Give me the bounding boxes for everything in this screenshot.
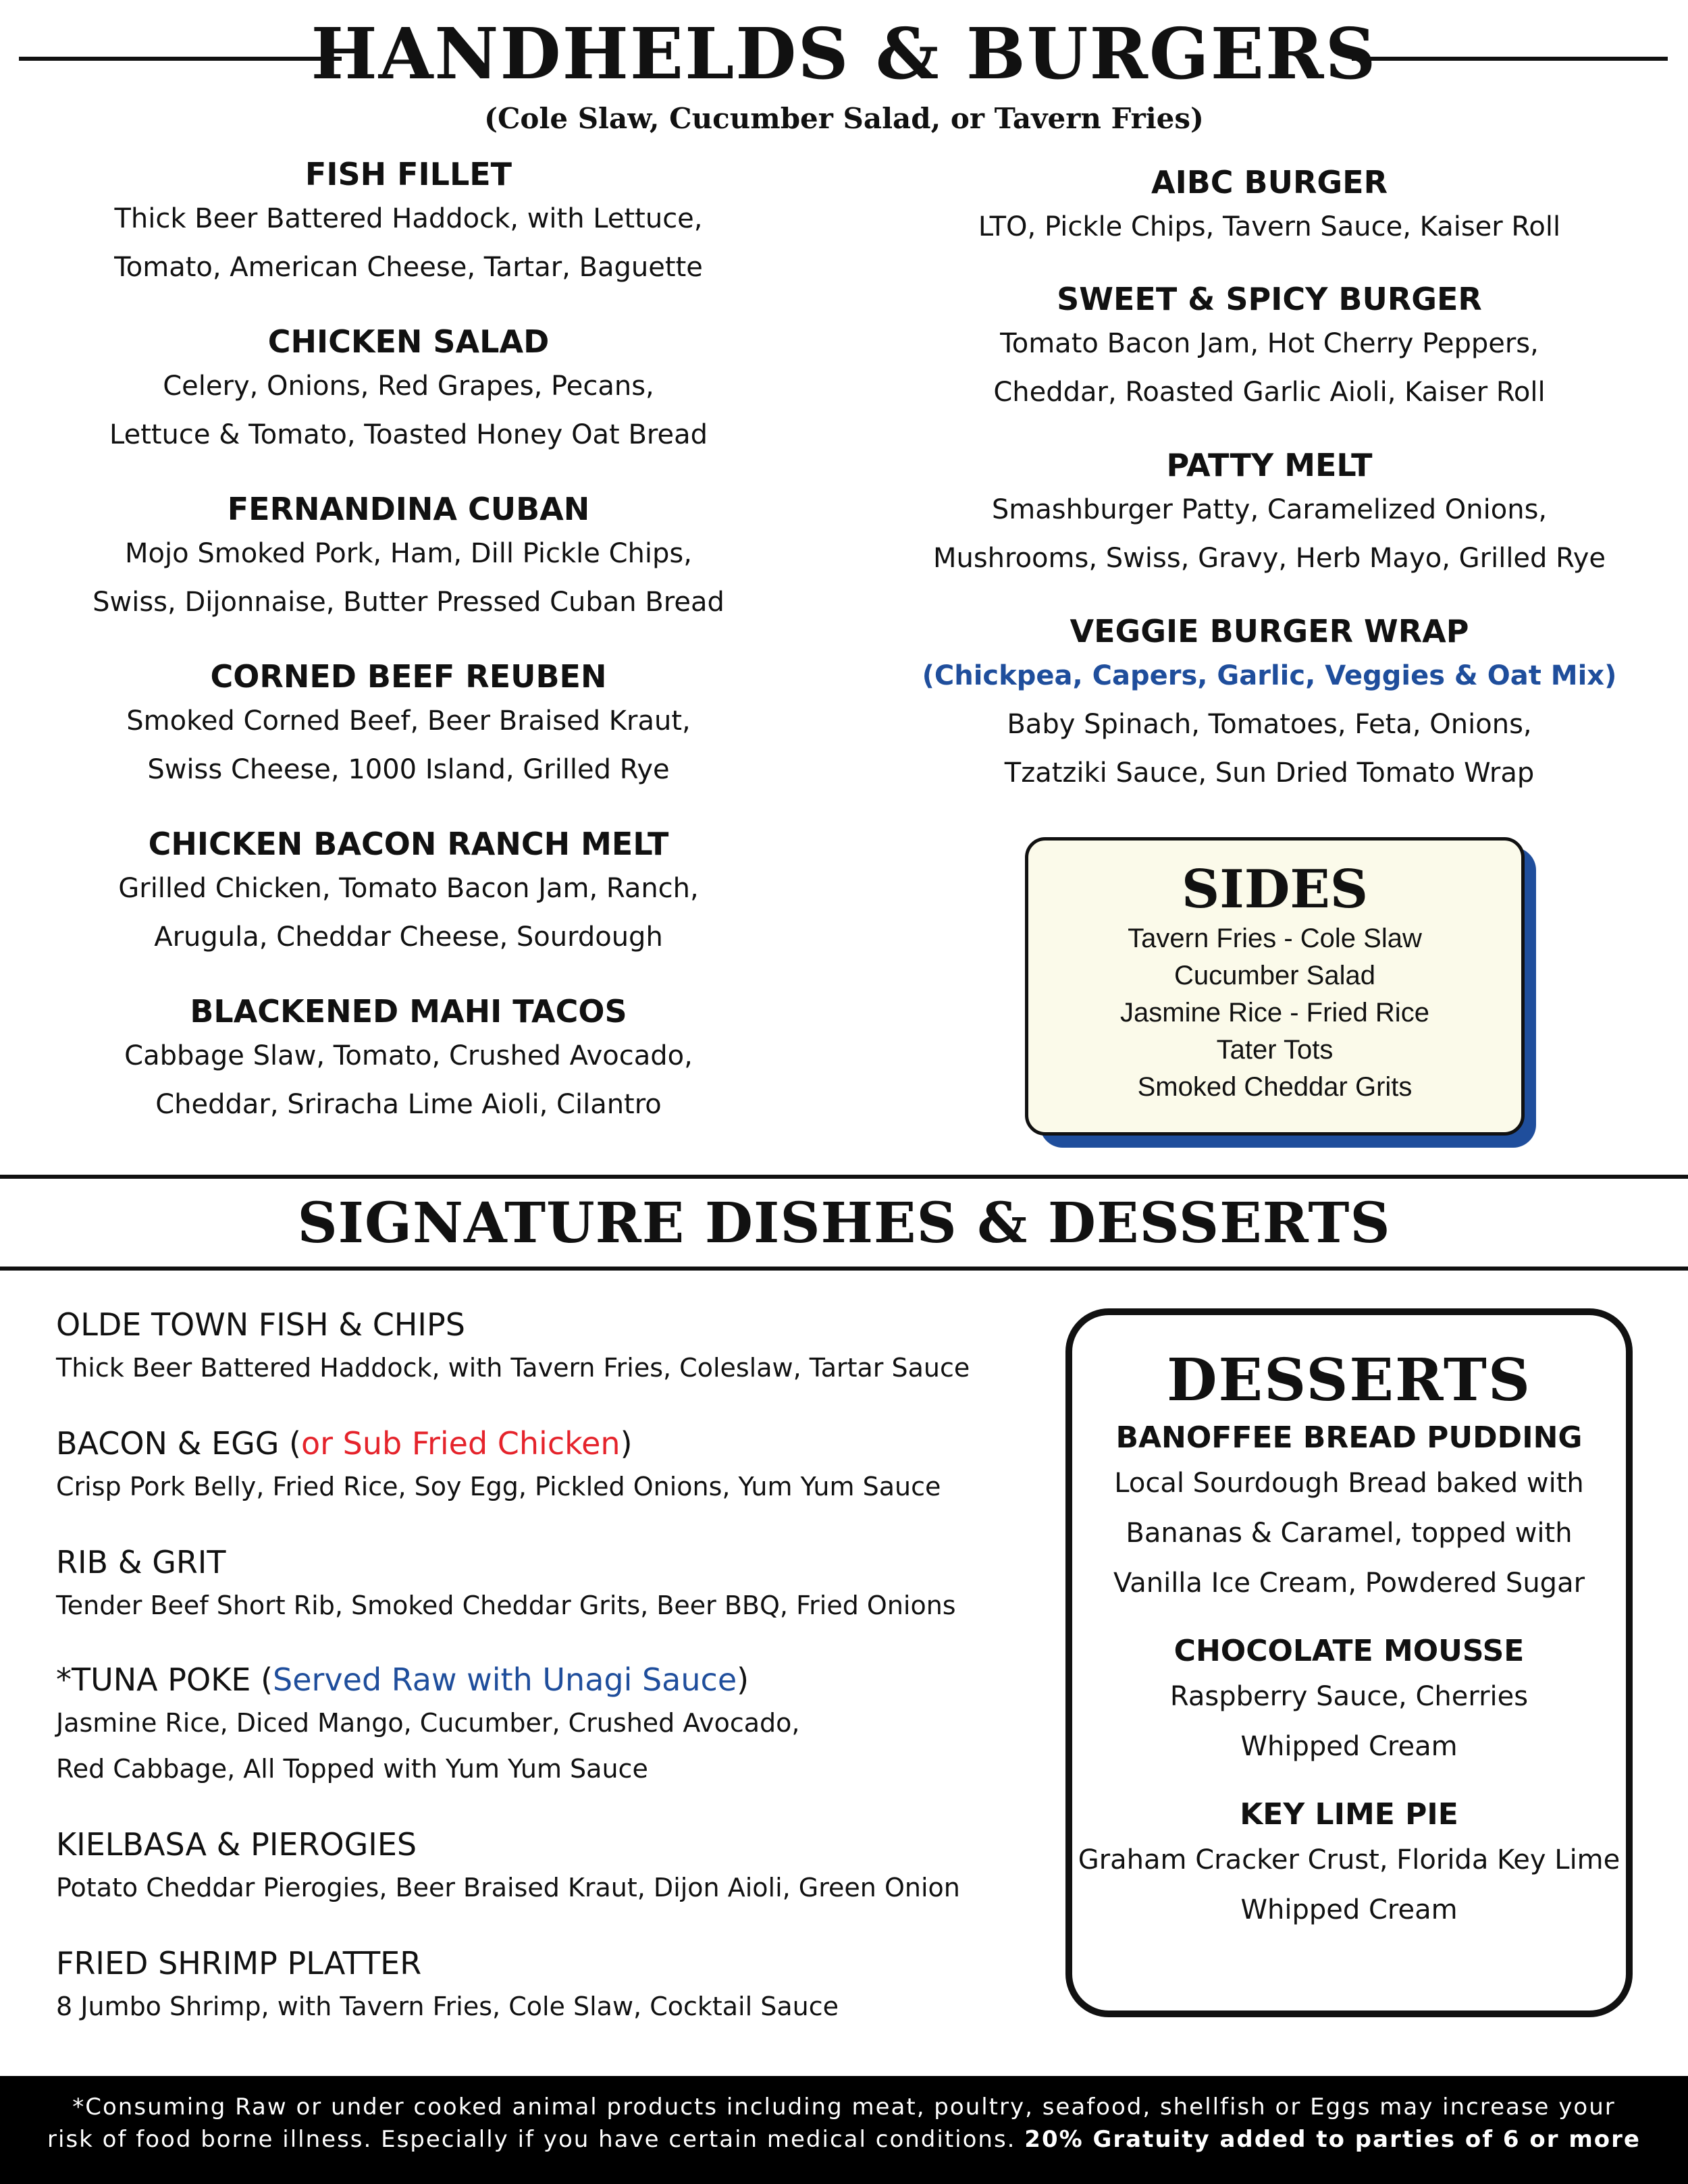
item-desc: Red Cabbage, All Topped with Yum Yum Sauce	[56, 1754, 648, 1784]
handhelds-subtitle: (Cole Slaw, Cucumber Salad, or Tavern Fries)	[484, 102, 1204, 135]
veggie-note-close: )	[1604, 660, 1617, 691]
item-desc: Whipped Cream	[1240, 1731, 1458, 1762]
item-desc: Cabbage Slaw, Tomato, Crushed Avocado,	[124, 1040, 693, 1071]
item-desc: Lettuce & Tomato, Toasted Honey Oat Bread	[109, 419, 708, 450]
sides-box	[1025, 837, 1525, 1136]
veggie-note	[898, 651, 1641, 700]
desserts-title: DESSERTS	[1166, 1346, 1532, 1414]
item-name: CHICKEN SALAD	[267, 323, 550, 360]
menu-item	[54, 824, 763, 991]
item-name: OLDE TOWN FISH & CHIPS	[56, 1306, 465, 1343]
item-name: VEGGIE BURGER WRAP	[1070, 613, 1469, 649]
item-desc: Whipped Cream	[1240, 1894, 1458, 1925]
item-name-text: BACON & EGG (	[56, 1425, 301, 1462]
item-desc: Smashburger Patty, Caramelized Onions,	[991, 494, 1548, 525]
dessert-item	[1072, 1631, 1626, 1772]
item-name: CHOCOLATE MOUSSE	[1173, 1634, 1525, 1668]
item-desc: Potato Cheddar Pierogies, Beer Braised Kraut, Dijon Aioli, Green Onion	[56, 1873, 960, 1902]
item-name: FERNANDINA CUBAN	[227, 491, 590, 527]
item-name: BLACKENED MAHI TACOS	[190, 993, 627, 1030]
footer-line-2	[0, 2123, 1688, 2156]
item-name-close: )	[620, 1425, 633, 1462]
handhelds-left-column	[54, 154, 763, 1158]
footer-disclaimer	[0, 2076, 1688, 2184]
sides-line: Tavern Fries - Cole Slaw	[1128, 924, 1422, 953]
menu-item	[898, 279, 1641, 445]
item-desc: Crisp Pork Belly, Fried Rice, Soy Egg, Pickled Onions, Yum Yum Sauce	[56, 1472, 941, 1501]
item-name	[56, 1423, 941, 1464]
item-desc: Arugula, Cheddar Cheese, Sourdough	[154, 922, 663, 953]
signature-rule-bottom	[0, 1267, 1688, 1271]
item-desc: Smoked Corned Beef, Beer Braised Kraut,	[126, 705, 691, 737]
item-name-close: )	[737, 1661, 749, 1698]
item-name	[56, 1659, 800, 1700]
item-name: KIELBASA & PIEROGIES	[56, 1826, 417, 1863]
item-name: BANOFFEE BREAD PUDDING	[1115, 1420, 1583, 1455]
item-name: PATTY MELT	[1166, 447, 1373, 483]
item-desc: Tzatziki Sauce, Sun Dried Tomato Wrap	[1004, 757, 1535, 789]
item-desc: Swiss, Dijonnaise, Butter Pressed Cuban Bread	[93, 587, 724, 618]
item-name: RIB & GRIT	[56, 1544, 226, 1580]
item-name: FRIED SHRIMP PLATTER	[56, 1945, 422, 1981]
item-note: Served Raw with Unagi Sauce	[273, 1661, 737, 1698]
menu-item	[898, 445, 1641, 611]
menu-item	[54, 991, 763, 1158]
sides-title: SIDES	[1181, 859, 1369, 920]
menu-item	[54, 321, 763, 489]
item-name: CHICKEN BACON RANCH MELT	[148, 826, 669, 862]
signature-title: SIGNATURE DISHES & DESSERTS	[297, 1191, 1391, 1256]
sides-line: Smoked Cheddar Grits	[1137, 1072, 1413, 1102]
desserts-box	[1065, 1308, 1633, 2017]
item-name-text: *TUNA POKE (	[56, 1661, 273, 1698]
item-desc: Raspberry Sauce, Cherries	[1169, 1681, 1529, 1712]
footer-gratuity: 20% Gratuity added to parties of 6 or more	[1024, 2126, 1641, 2153]
veggie-note-text: Chickpea, Capers, Garlic, Veggies & Oat Mix	[934, 660, 1605, 691]
item-desc: Tomato Bacon Jam, Hot Cherry Peppers,	[1000, 328, 1539, 359]
footer-line-1: *Consuming Raw or under cooked animal products including meat, poultry, seafood, shellfish or Eggs may increase your	[72, 2094, 1616, 2121]
sides-line: Tater Tots	[1216, 1035, 1334, 1065]
item-desc: Tender Beef Short Rib, Smoked Cheddar Grits, Beer BBQ, Fried Onions	[56, 1591, 956, 1620]
veggie-note-open: (	[922, 660, 934, 691]
item-name: SWEET & SPICY BURGER	[1057, 281, 1482, 317]
menu-item	[54, 656, 763, 824]
signature-item	[56, 1542, 956, 1628]
signature-item	[56, 1824, 960, 1911]
signature-item	[56, 1304, 970, 1391]
footer-line-2-text: risk of food borne illness. Especially if you have certain medical conditions.	[47, 2126, 1016, 2153]
item-desc: Celery, Onions, Red Grapes, Pecans,	[163, 371, 654, 402]
item-name: FISH FILLET	[305, 156, 512, 192]
item-desc: Thick Beer Battered Haddock, with Lettuce,	[114, 203, 703, 234]
signature-item	[56, 1423, 941, 1510]
item-desc: Bananas & Caramel, topped with	[1126, 1518, 1573, 1549]
item-desc: Cheddar, Roasted Garlic Aioli, Kaiser Roll	[993, 377, 1546, 408]
item-desc: Tomato, American Cheese, Tartar, Baguette	[114, 252, 703, 283]
sides-line: Cucumber Salad	[1174, 961, 1375, 990]
item-desc: Baby Spinach, Tomatoes, Feta, Onions,	[1007, 709, 1532, 740]
item-desc: Mojo Smoked Pork, Ham, Dill Pickle Chips,	[125, 538, 692, 569]
menu-item	[54, 489, 763, 656]
item-name: AIBC BURGER	[1151, 164, 1388, 201]
sides-line: Jasmine Rice - Fried Rice	[1120, 998, 1429, 1028]
dessert-item	[1072, 1794, 1626, 1935]
item-desc: Vanilla Ice Cream, Powdered Sugar	[1113, 1568, 1585, 1599]
item-desc: Jasmine Rice, Diced Mango, Cucumber, Crushed Avocado,	[56, 1708, 800, 1738]
handhelds-right-column	[898, 162, 1641, 797]
menu-item	[898, 162, 1641, 279]
menu-item	[54, 154, 763, 321]
item-desc: 8 Jumbo Shrimp, with Tavern Fries, Cole Slaw, Cocktail Sauce	[56, 1992, 839, 2021]
handhelds-title: HANDHELDS & BURGERS	[311, 12, 1377, 95]
item-desc: Grilled Chicken, Tomato Bacon Jam, Ranch,	[118, 873, 699, 904]
item-note: or Sub Fried Chicken	[301, 1425, 621, 1462]
item-desc: Cheddar, Sriracha Lime Aioli, Cilantro	[155, 1089, 662, 1120]
item-desc: Local Sourdough Bread baked with	[1114, 1468, 1584, 1499]
signature-rule-top	[0, 1175, 1688, 1179]
item-desc: Swiss Cheese, 1000 Island, Grilled Rye	[147, 754, 670, 785]
item-desc: Mushrooms, Swiss, Gravy, Herb Mayo, Grilled Rye	[932, 543, 1606, 574]
item-name: KEY LIME PIE	[1240, 1797, 1458, 1832]
item-desc: Thick Beer Battered Haddock, with Tavern Fries, Coleslaw, Tartar Sauce	[56, 1353, 970, 1383]
item-desc: Graham Cracker Crust, Florida Key Lime	[1078, 1844, 1620, 1875]
menu-item-veggie	[898, 611, 1641, 797]
signature-item	[56, 1659, 800, 1792]
item-desc: LTO, Pickle Chips, Tavern Sauce, Kaiser Roll	[978, 211, 1561, 242]
signature-item	[56, 1943, 839, 2029]
item-name: CORNED BEEF REUBEN	[210, 658, 607, 695]
dessert-item	[1072, 1418, 1626, 1608]
